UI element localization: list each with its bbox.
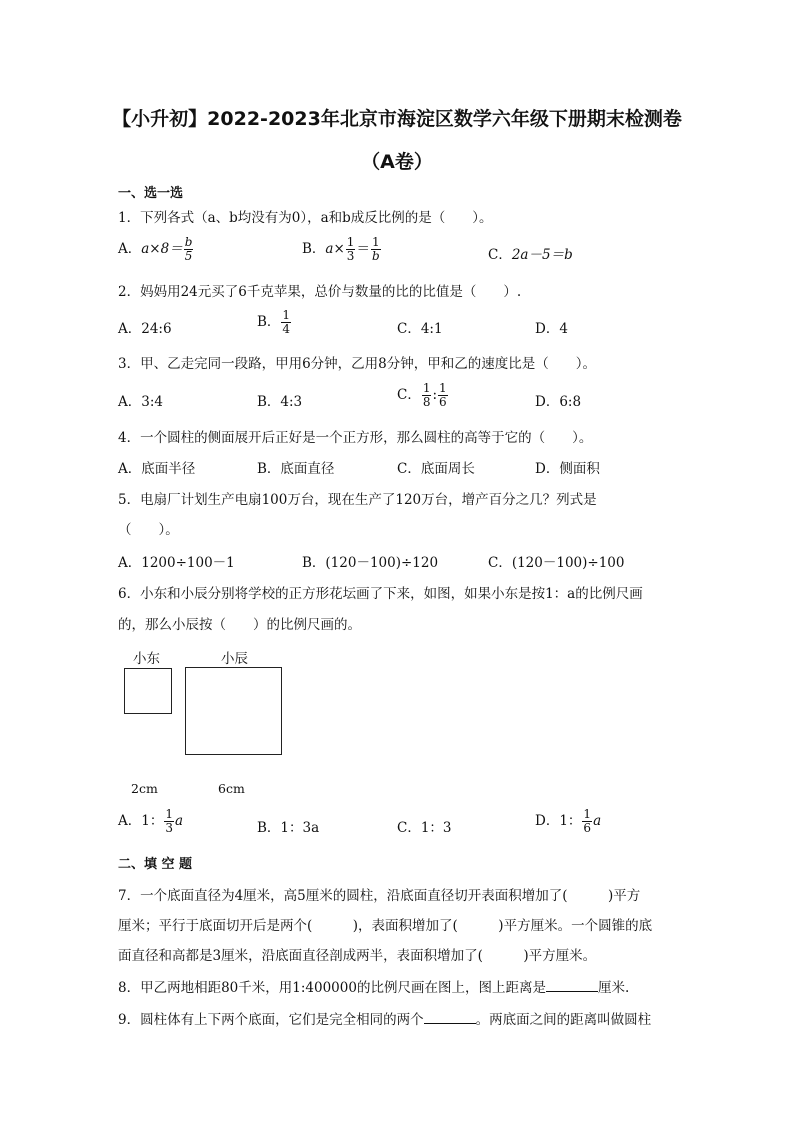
question-4-option-a: A．底面半径 [118, 461, 196, 477]
question-1-stem: 1．下列各式（a、b均没有为0），a和b成反比例的是（ ）。 [118, 210, 493, 226]
question-7-line-1: 7．一个底面直径为4厘米，高5厘米的圆柱，沿底面直径切开表面积增加了( )平方 [118, 888, 641, 904]
figure-label-xiaochen: 小辰 [221, 651, 248, 667]
question-8: 8．甲乙两地相距80千米，用1:400000的比例尺画在图上，图上距离是 厘米. [118, 980, 630, 996]
question-5-stem-cont: （ ）。 [118, 522, 179, 538]
question-6-option-c: C．1：3 [397, 820, 452, 836]
question-5-option-b: B．(120－100)÷120 [302, 555, 439, 571]
question-3-option-d: D．6:8 [535, 394, 582, 410]
section-heading-choice: 一、选一选 [118, 186, 184, 201]
question-3-option-a: A．3:4 [118, 394, 163, 410]
page-subtitle: （A卷） [361, 151, 433, 173]
question-2-option-b: B． $\frac{1}{4}$ [257, 308, 291, 336]
question-6-option-a: A．1： $\frac{1}{3}$ a [118, 807, 184, 835]
question-1-option-a: A．a×8＝ $\frac{b}{5}$ [118, 235, 193, 263]
large-square-figure [185, 667, 282, 755]
question-6-option-b: B．1：3a [257, 820, 320, 836]
question-5-option-a: A．1200÷100－1 [118, 555, 235, 571]
question-4-option-b: B．底面直径 [257, 461, 335, 477]
question-6-stem: 6．小东和小辰分别将学校的正方形花坛画了下来，如图，如果小东是按1：a的比例尺画 [118, 586, 643, 602]
question-2-option-c: C．4:1 [397, 321, 443, 337]
question-1-option-c: C．2a－5＝b [488, 247, 573, 263]
question-1-option-b: B．a× $\frac{1}{3}$ ＝ $\frac{1}{b}$ [302, 235, 380, 263]
small-square-figure [124, 668, 172, 714]
figure-label-xiaodong: 小东 [133, 651, 160, 667]
figure-length-small: 2cm [131, 781, 158, 796]
question-3-stem: 3．甲、乙走完同一段路，甲用6分钟，乙用8分钟，甲和乙的速度比是（ ）。 [118, 356, 597, 372]
answer-blank[interactable] [424, 1011, 476, 1024]
question-7-line-2: 厘米；平行于底面切开后是两个( )，表面积增加了( )平方厘米。一个圆锥的底 [118, 918, 653, 934]
question-3-option-c: C． $\frac{1}{8}$ : $\frac{1}{6}$ [397, 381, 447, 409]
question-2-option-a: A．24:6 [118, 321, 172, 337]
question-2-option-d: D．4 [535, 321, 568, 337]
question-6-option-d: D．1： $\frac{1}{6}$ a [535, 807, 602, 835]
question-5-stem: 5．电扇厂计划生产电扇100万台，现在生产了120万台，增产百分之几？列式是 [118, 492, 597, 508]
section-heading-fill: 二、填 空 题 [118, 857, 193, 872]
question-4-option-d: D．侧面积 [535, 461, 600, 477]
answer-blank[interactable] [546, 979, 598, 992]
question-4-stem: 4．一个圆柱的侧面展开后正好是一个正方形，那么圆柱的高等于它的（ ）。 [118, 430, 593, 446]
question-3-option-b: B．4:3 [257, 394, 303, 410]
question-2-stem: 2．妈妈用24元买了6千克苹果，总价与数量的比的比值是（ ）. [118, 284, 522, 300]
question-4-option-c: C．底面周长 [397, 461, 475, 477]
page-title: 【小升初】2022-2023年北京市海淀区数学六年级下册期末检测卷 [112, 108, 682, 130]
question-6-stem-cont: 的，那么小辰按（ ）的比例尺画的。 [118, 617, 361, 633]
figure-length-large: 6cm [218, 781, 245, 796]
question-7-line-3: 面直径和高都是3厘米，沿底面直径剖成两半，表面积增加了( )平方厘米。 [118, 948, 597, 964]
question-9: 9．圆柱体有上下两个底面，它们是完全相同的两个 。两底面之间的距离叫做圆柱 [118, 1012, 652, 1028]
question-5-option-c: C．(120－100)÷100 [488, 555, 625, 571]
